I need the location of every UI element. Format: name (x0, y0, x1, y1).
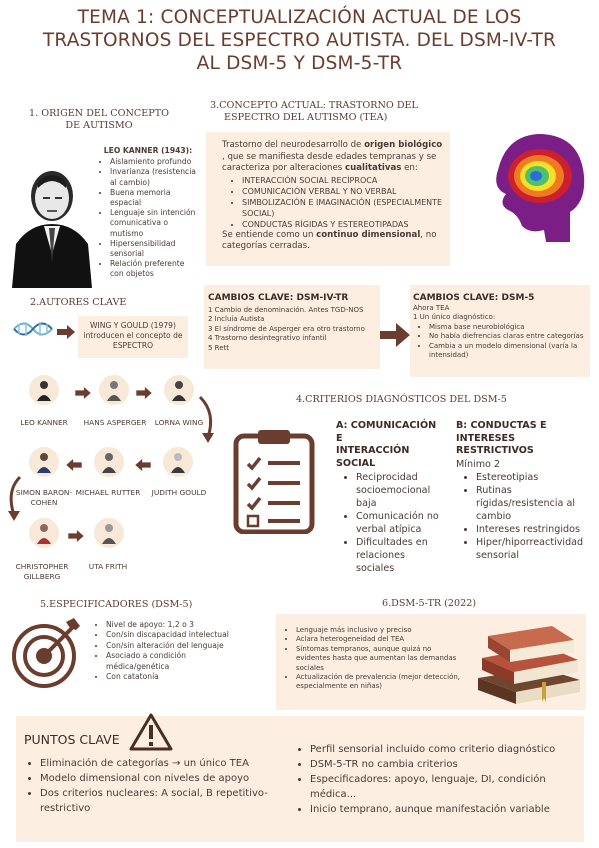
kanner-item: • Aislamiento profundo (110, 157, 198, 167)
title-line-1: TEMA 1: CONCEPTUALIZACIÓN ACTUAL DE LOS (77, 7, 522, 28)
title-line-3: AL DSM-5 Y DSM-5-TR (196, 53, 403, 74)
arrow-right-icon (75, 384, 91, 403)
brain-heatmap-icon (488, 130, 588, 256)
arrow-left-icon (135, 456, 151, 475)
especificador-item: • Con/sin discapacidad intelectual (106, 630, 246, 640)
avatar-simon-baron-cohen (29, 447, 59, 477)
punto-clave-item: • Dos criterios nucleares: A social, B repetitivo-restrictivo (40, 786, 300, 816)
section3-paragraph1 (222, 140, 446, 175)
criterion-a-title-line2: INTERACCIÓN SOCIAL (336, 445, 410, 469)
author-label: CHRISTOPHER GILLBERG (15, 562, 69, 581)
cambios-iv-item: 5 Rett (208, 343, 230, 352)
criterion-b-min: Mínimo 2 (456, 458, 501, 470)
arrow-right-icon (380, 323, 410, 351)
target-arrow-icon (10, 616, 84, 690)
books-icon (472, 618, 584, 706)
criterion-b-title-line1: B: CONDUCTAS E (456, 420, 547, 431)
text: , no categorías cerradas. (222, 229, 437, 252)
section2-heading: 2.AUTORES CLAVE (30, 297, 127, 308)
avatar-judith-gould (163, 447, 193, 477)
cambios-5-item: • No había diefrencias claras entre categorías (429, 332, 589, 341)
avatar-leo-kanner (29, 375, 59, 405)
section3-heading (210, 100, 430, 124)
criterion-a-item: • Reciprocidad socioemocional baja (356, 471, 446, 510)
warning-icon (128, 712, 174, 752)
criterion-b-item: • Rutinas rígidas/resistencia al cambio (476, 484, 590, 523)
dna-icon (12, 318, 54, 340)
kanner-title: LEO KANNER (1943): (103, 146, 193, 155)
dsm5tr-item: • Aclara heterogeneidad del TEA (296, 635, 466, 644)
dsm5tr-item: • Lenguaje más inclusivo y preciso (296, 626, 466, 635)
avatar-uta-frith (94, 518, 124, 548)
author-label: HANS ASPERGER (83, 418, 147, 427)
especificador-item: • Con/sin alteración del lenguaje (106, 641, 246, 651)
author-label: LORNA WING (154, 418, 204, 427)
arrow-right-icon (57, 324, 75, 343)
text: Se entiende como un (222, 229, 317, 240)
section3-body (222, 140, 446, 253)
text-bold: continuo dimensional (316, 229, 421, 240)
section3-item: • CONDUCTAS RÍGIDAS Y ESTEREOTIPADAS (242, 219, 446, 230)
especificador-item: • Con catatonía (106, 672, 246, 682)
cambios-5-line2: 1 Un único diagnóstico: (413, 313, 496, 322)
cambios-iv-item: 1 Cambio de denominación. Antes TGD-NOS (208, 306, 364, 314)
text: , que se manifiesta desde edades tempranas y se caracteriza por alteraciones (222, 151, 437, 174)
avatar-hans-asperger (99, 375, 129, 405)
avatar-christopher-gillberg (29, 518, 59, 548)
cambios-iv-content (208, 292, 380, 353)
cambios-5-content (413, 292, 589, 360)
criterion-a-title-line1: A: COMUNICACIÓN E (336, 420, 437, 444)
text: Trastorno del neurodesarrollo de (222, 140, 365, 150)
punto-clave-item: • Inicio temprano, aunque manifestación variable (310, 802, 592, 817)
dsm5tr-item: • Síntomas tempranos, aunque quizá no evidentes hasta que aumentan las demandas sociales (296, 645, 466, 673)
cambios-iv-item: 3 El síndrome de Asperger era otro trastorno (208, 324, 365, 333)
curved-arrow-icon (4, 475, 26, 527)
criterion-b-item: • Hiper/hiporreactividad sensorial (476, 536, 590, 562)
arrow-left-icon (66, 456, 82, 475)
especificador-item: • Asociado a condición médica/genética (106, 651, 246, 672)
section1-heading-line2: DE AUTISMO (65, 120, 133, 131)
kanner-item: • Buena memoria espacial (110, 188, 198, 208)
kanner-block (98, 146, 198, 280)
curved-arrow-icon (196, 395, 218, 449)
criterion-b (456, 420, 590, 562)
cambios-iv-item: 4 Trastorno desintegrativo infantil (208, 334, 327, 343)
kanner-item: • Hipersensibilidad sensorial (110, 239, 198, 259)
section3-heading-line1: 3.CONCEPTO ACTUAL: TRASTORNO DEL (210, 100, 418, 111)
punto-clave-item: • Perfil sensorial incluido como criterio diagnóstico (310, 742, 592, 757)
author-label: UTA FRITH (88, 562, 128, 571)
arrow-right-icon (136, 384, 152, 403)
section3-item: • SIMBOLIZACIÓN E IMAGINACIÓN (ESPECIALMENTE SOCIAL) (242, 197, 446, 219)
cambios-5-line1: Ahora TEA (413, 304, 450, 312)
dsm5tr-item: • Actualización de prevalencia (mejor detección, especialmente en niñas) (296, 673, 466, 692)
kanner-portrait (10, 162, 94, 288)
avatar-lorna-wing (164, 375, 194, 405)
criterion-a (336, 420, 446, 575)
punto-clave-item: • DSM-5-TR no cambia criterios (310, 757, 592, 772)
criterion-a-item: • Dificultades en relaciones sociales (356, 536, 446, 575)
arrow-right-icon (68, 527, 84, 546)
section1-heading-line1: 1. ORIGEN DEL CONCEPTO (29, 108, 169, 119)
text-bold: cualitativas (345, 163, 402, 174)
section1-heading (24, 108, 174, 132)
text-bold: origen biológico (364, 140, 443, 150)
section5-heading: 5.ESPECIFICADORES (DSM-5) (40, 599, 193, 610)
criterion-b-title-line2: INTERESES RESTRICTIVOS (456, 432, 534, 456)
criterion-a-item: • Comunicación no verbal atípica (356, 510, 446, 536)
section3-heading-line2: ESPECTRO DEL AUTISMO (TEA) (224, 112, 388, 123)
title-line-2: TRASTORNOS DEL ESPECTRO AUTISTA. DEL DSM-IV-TR (42, 30, 557, 51)
section6-list (284, 626, 466, 692)
wing-gould-box (78, 316, 188, 358)
puntos-clave-heading: PUNTOS CLAVE (24, 732, 120, 747)
section4-heading: 4.CRITERIOS DIAGNÓSTICOS DEL DSM-5 (296, 394, 507, 405)
wing-gould-text: WING Y GOULD (1979) introducen el concepto de ESPECTRO (83, 321, 183, 351)
cambios-iv-item: 2 Incluía Autista (208, 315, 265, 324)
kanner-item: • Invarianza (resistencia al cambio) (110, 167, 198, 187)
section3-paragraph2 (222, 230, 446, 253)
avatar-michael-rutter (94, 447, 124, 477)
cambios-5-item: • Misma base neurobiológica (429, 323, 589, 332)
text: en: (401, 163, 418, 174)
punto-clave-item: • Modelo dimensional con niveles de apoyo (40, 771, 300, 786)
especificador-item: • Nivel de apoyo: 1,2 o 3 (106, 620, 246, 630)
punto-clave-item: • Especificadores: apoyo, lenguaje, DI, condición médica... (310, 772, 592, 802)
section6-heading: 6.DSM-5-TR (2022) (382, 598, 477, 609)
author-label: MICHAEL RUTTER (75, 488, 141, 497)
cambios-iv-list (208, 306, 380, 353)
section3-item: • INTERACCIÓN SOCIAL RECÍPROCA (242, 175, 446, 186)
cambios-5-heading: CAMBIOS CLAVE: DSM-5 (413, 293, 535, 303)
author-label: SIMON BARON-COHEN (15, 488, 73, 507)
punto-clave-item: • Eliminación de categorías → un único TEA (40, 756, 300, 771)
section5-list (94, 620, 246, 682)
criterion-b-item: • Intereses restringidos (476, 523, 590, 536)
kanner-item: • Relación preferente con objetos (110, 259, 198, 279)
page-title (0, 6, 599, 75)
checklist-clipboard-icon (232, 428, 316, 534)
author-label: JUDITH GOULD (151, 488, 207, 497)
cambios-5-item: • Cambia a un modelo dimensional (varía la intensidad) (429, 342, 589, 361)
section3-item: • COMUNICACIÓN VERBAL Y NO VERBAL (242, 186, 446, 197)
cambios-iv-heading: CAMBIOS CLAVE: DSM-IV-TR (208, 293, 349, 303)
puntos-left-list (26, 756, 300, 816)
puntos-right-list (296, 742, 592, 817)
author-label: LEO KANNER (20, 418, 68, 427)
kanner-item: • Lenguaje sin intención comunicativa o mutismo (110, 208, 198, 239)
criterion-b-item: • Estereotipias (476, 471, 590, 484)
